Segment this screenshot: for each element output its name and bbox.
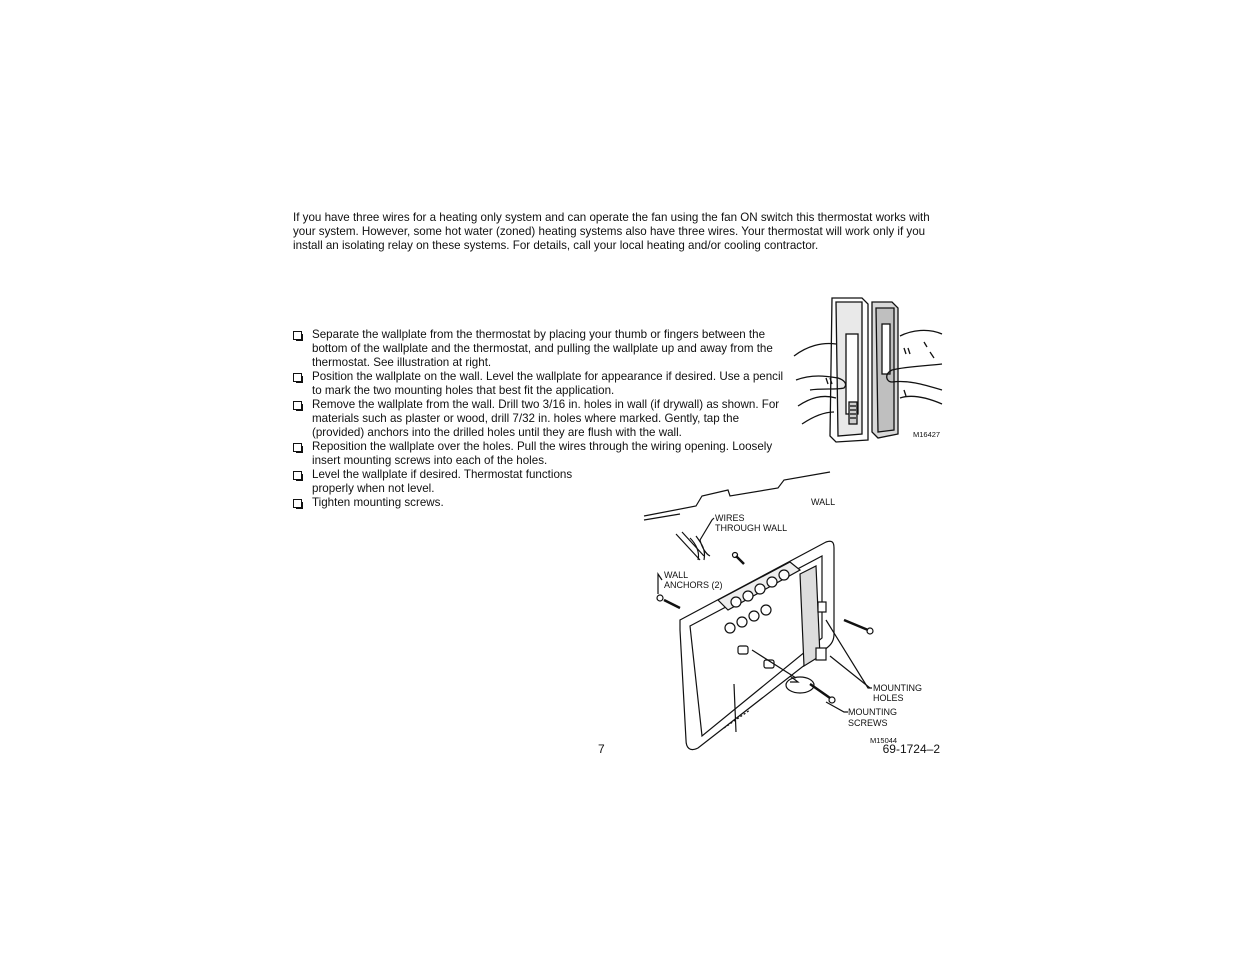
page-number: 7	[598, 742, 605, 756]
label-holes-line1: MOUNTING	[873, 683, 922, 693]
step-item: Reposition the wallplate over the holes. Pull the wires through the wiring opening. Loosely insert mounting screws into each of the holes.	[293, 440, 788, 468]
checkbox-icon	[293, 401, 302, 410]
label-anchors-line1: WALL	[664, 570, 689, 580]
checkbox-icon	[293, 443, 302, 452]
document-number: 69-1724–2	[882, 742, 940, 755]
step-item: Position the wallplate on the wall. Level the wallplate for appearance if desired. Use a pencil to mark the two mounting holes that best fit the application.	[293, 370, 788, 398]
intro-paragraph: If you have three wires for a heating only system and can operate the fan using the fan ON switch this thermostat works with your system. However, some hot water (zoned) heating systems also have three wires. Your thermostat will work only if you install an isolating relay on these systems. For details, call your local heating and/or cooling contractor.	[293, 211, 930, 252]
separate-wallplate-illustration	[792, 294, 944, 446]
label-wires-line2: THROUGH WALL	[715, 523, 788, 533]
step-item: Separate the wallplate from the thermostat by placing your thumb or fingers between the bottom of the wallplate and the thermostat, and pulling the wallplate up and away from the thermostat. See illustration at right.	[293, 328, 788, 370]
label-holes-line2: HOLES	[873, 693, 904, 703]
step-item: Level the wallplate if desired. Thermostat functions properly when not level.	[293, 468, 612, 496]
label-screws-line2: SCREWS	[848, 718, 888, 728]
label-wires-line1: WIRES	[715, 513, 745, 523]
checkbox-icon	[293, 331, 302, 340]
checkbox-icon	[293, 373, 302, 382]
figure-mount-wallplate	[640, 470, 940, 754]
label-wall: WALL	[811, 497, 836, 507]
figure-code: M16427	[913, 430, 941, 439]
step-item: Remove the wallplate from the wall. Drill two 3/16 in. holes in wall (if drywall) as shown. For materials such as plaster or wood, drill 7/32 in. holes where marked. Gently, tap the (provided) anchors into the drilled holes until they are flush with the wall.	[293, 398, 788, 440]
label-screws-line1: MOUNTING	[848, 707, 897, 717]
mount-wallplate-illustration	[640, 470, 940, 754]
checkbox-icon	[293, 499, 302, 508]
step-item: Tighten mounting screws.	[293, 496, 788, 510]
figure-separate-wallplate	[792, 294, 944, 446]
figure-code: M15044	[870, 736, 898, 745]
label-anchors-line2: ANCHORS (2)	[664, 580, 723, 590]
checkbox-icon	[293, 471, 302, 480]
